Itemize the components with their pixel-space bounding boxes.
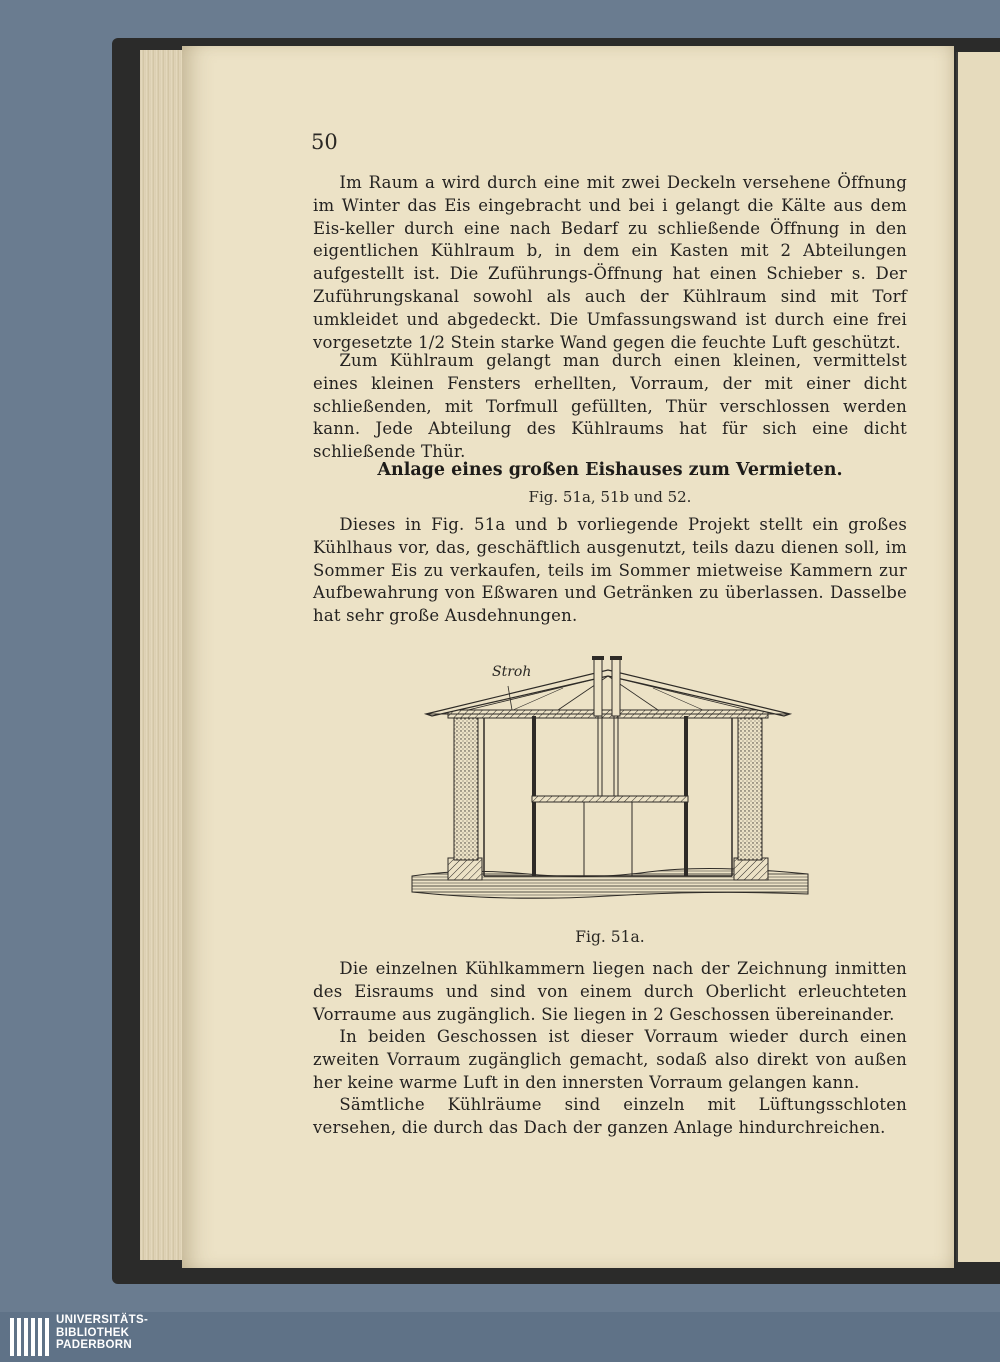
next-page-edge <box>956 52 1000 1262</box>
library-logo-text <box>56 1314 148 1352</box>
paragraph-geschosse: In beiden Geschossen ist dieser Vorraum wieder durch einen zweiten Vorraum zugänglich gemacht, sodaß also direkt von außen her keine warme Luft in den innersten Vorraum gelangen kann. <box>313 1027 907 1092</box>
page-number: 50 <box>311 130 338 154</box>
section-heading: Anlage eines großen Eishauses zum Vermieten. <box>377 460 843 480</box>
paragraph-raum-a: Im Raum a wird durch eine mit zwei Deckeln versehene Öffnung im Winter das Eis eingebracht und bei i gelangt die Kälte aus dem Eis-keller durch eine nach Bedarf zu schließende Öffnung in den eigentlichen Kühlraum b, in dem ein Kasten mit 2 Abteilungen aufgestellt ist. Die Zuführungs-Öffnung hat einen Schieber s. Der Zuführungskanal sowohl als auch der Kühlraum sind mit Torf umkleidet und abgedeckt. Die Umfassungswand ist durch eine frei vorgesetzte 1/2 Stein starke Wand gegen die feuchte Luft geschützt. <box>313 173 907 352</box>
paragraph-kuehlkammern: Die einzelnen Kühlkammern liegen nach der Zeichnung inmitten des Eisraums und sind von einem durch Oberlicht erleuchteten Vorraume aus zugänglich. Sie liegen in 2 Geschossen übereinander. <box>313 959 907 1024</box>
footer-bar <box>0 1312 1000 1362</box>
library-logo-icon <box>10 1316 50 1358</box>
logo-line-1: UNIVERSITÄTS- <box>56 1314 149 1326</box>
figure-caption: Fig. 51a. <box>575 928 645 946</box>
figure-label-stroh: Stroh <box>492 664 532 680</box>
logo-line-3: PADERBORN <box>56 1339 132 1351</box>
ice-house-section-drawing <box>408 650 812 900</box>
paragraph-intro: Dieses in Fig. 51a und b vorliegende Projekt stellt ein großes Kühlhaus vor, das, geschäftlich ausgenutzt, teils dazu dienen soll, im Sommer Eis zu verkaufen, teils im Sommer mietweise Kammern zur Aufbewahrung von Eßwaren und Getränken zu überlassen. Dasselbe hat sehr große Ausdehnungen. <box>313 515 907 626</box>
figure-51a <box>408 650 812 900</box>
paragraph-kuehlraum: Zum Kühlraum gelangt man durch einen kleinen, vermittelst eines kleinen Fensters erhellten, Vorraum, der mit einer dicht schließenden, mit Torfmull gefüllten, Thür verschlossen werden kann. Jede Abteilung des Kühlraums hat für sich eine dicht schließende Thür. <box>313 351 907 462</box>
paragraph-lueftung: Sämtliche Kühlräume sind einzeln mit Lüftungsschloten versehen, die durch das Dach der ganzen Anlage hindurchreichen. <box>313 1095 907 1137</box>
section-subheading: Fig. 51a, 51b und 52. <box>528 488 692 506</box>
logo-line-2: BIBLIOTHEK <box>56 1326 130 1339</box>
